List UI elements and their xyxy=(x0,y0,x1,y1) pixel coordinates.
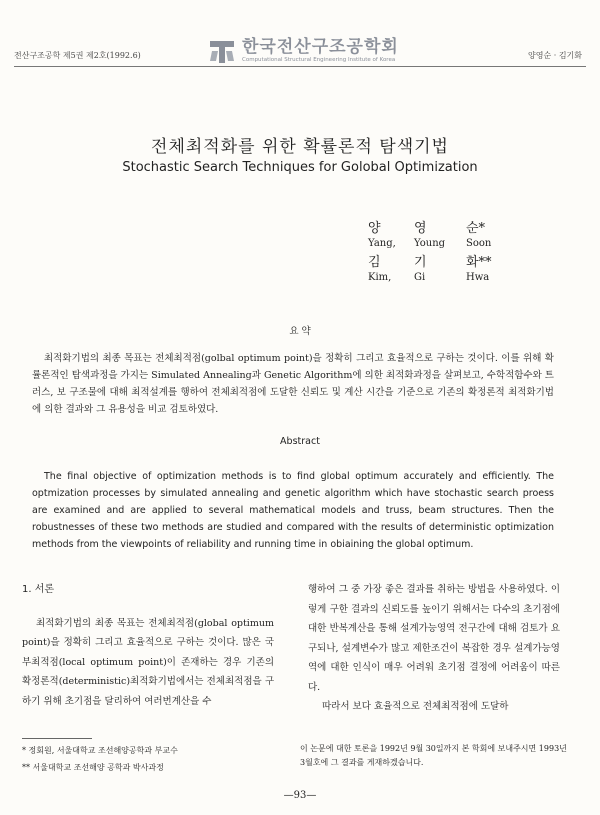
abstract-korean-text: 최적화기법의 최종 목표는 전체최적점(golbal optimum point)을 정확히 그리고 효율적으로 구하는 것이다. 이를 위해 확률론적인 탐색과정을 가지는 Simulated Annealing과 Genetic Algorithm에 의한 최적화과정을 살펴보고, 수학적함수와 트러스, 보 구조물에 대해 최적설계를 행하여 전체최적점에 도달한 신뢰도 및 계산 시간을 기준으로 기존의 확정론적 최적화기법에 의한 결과와 그 유용성을 비교 검토하였다. xyxy=(32,353,554,415)
society-logo xyxy=(208,36,399,66)
author-2-english: Kim, Gi Hwa xyxy=(368,272,490,283)
society-name-korean: 한국전산구조공학회 xyxy=(242,36,399,57)
footnote-rule xyxy=(22,738,92,739)
footnotes-left xyxy=(22,742,284,776)
footnote-2: ** 서울대학교 조선해양 공학과 박사과정 xyxy=(22,763,164,772)
abstract-english-text: The final objective of optimization methods is to find global optimum accurately and efficiently. The optmization processes by simulated annealing and genetic algorithm which have stochastic search proess are examined and are applied to several mathematical models and truss, beam structures. Then the robustnesses of these two methods are studied and compared with the results of deterministic optimization methods from the viewpoints of reliability and running time in obiaining the global optimum. xyxy=(32,471,554,550)
abstract-korean-heading: 요 약 xyxy=(289,326,311,337)
society-emblem-icon xyxy=(208,37,236,65)
running-authors: 양영순 · 김기화 xyxy=(528,51,582,60)
title-korean: 전체최적화를 위한 확률론적 탐색기법 xyxy=(151,137,449,157)
journal-info: 전산구조공학 제5권 제2호(1992.6) xyxy=(14,51,141,60)
author-1-english: Yang, Young Soon xyxy=(368,238,492,249)
author-2-korean: 김 기 화** xyxy=(368,255,492,270)
title-english: Stochastic Search Techniques for Golobal Optimization xyxy=(122,160,478,175)
intro-paragraph-left: 최적화기법의 최종 목표는 전체최적점(global optimum point)을 정확히 그리고 효율적으로 구하는 것이다. 많은 국부최적점(local optimum point)이 존재하는 경우 기존의 확정론적(deterministic)최적화기법에서는 전체최적점을 구하기 위해 초기점을 달리하여 여러번계산을 수 xyxy=(22,617,274,707)
author-block xyxy=(368,218,526,286)
author-1-korean: 양 영 순* xyxy=(368,221,486,236)
column-left xyxy=(22,580,274,711)
section-title: 1. 서론 xyxy=(22,584,55,595)
header-rule xyxy=(14,66,586,67)
column-right xyxy=(308,580,560,717)
footnote-1: * 정회원, 서울대학교 조선해양공학과 부교수 xyxy=(22,746,178,755)
page-number: —93— xyxy=(283,790,317,801)
society-name-english: Computational Structural Engineering Institute of Korea xyxy=(242,56,396,63)
discussion-notice: 이 논문에 대한 토론을 1992년 9월 30일까지 본 학회에 보내주시면 1993년 3월호에 그 결과를 게재하겠습니다. xyxy=(300,744,567,767)
abstract-english-heading: Abstract xyxy=(280,436,320,447)
intro-paragraph-right-2: 따라서 보다 효율적으로 전체최적점에 도달하 xyxy=(322,701,509,712)
intro-paragraph-right-1: 행하여 그 중 가장 좋은 결과를 취하는 방법을 사용하였다. 이렇게 구한 결과의 신뢰도를 높이기 위해서는 다수의 초기점에 대한 반복계산을 통해 설계가능영역 전구간에 대해 검토가 요구되나, 설계변수가 많고 제한조건이 복잡한 경우 설계가능영역에 대한 인식이 매우 어려워 초기점 결정에 어려움이 따른다. xyxy=(308,584,560,693)
